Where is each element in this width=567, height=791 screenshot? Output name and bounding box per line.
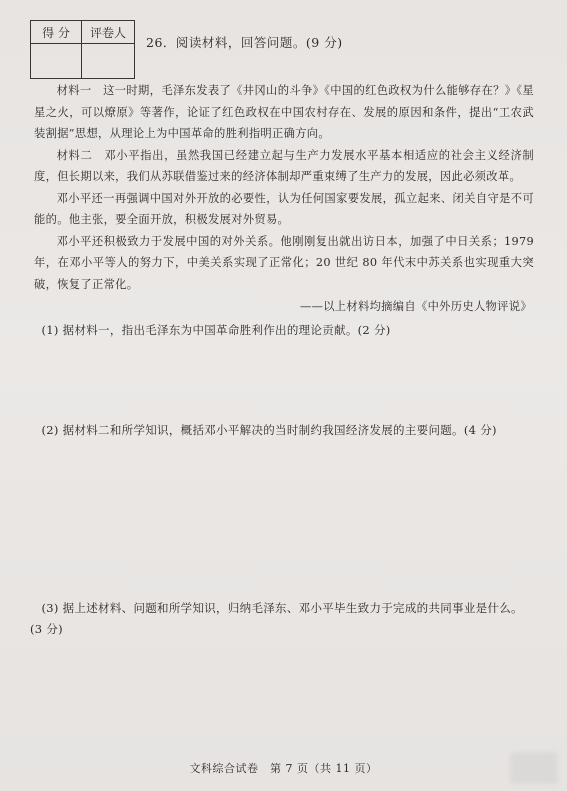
score-header: 得 分 <box>31 21 82 44</box>
material-2-cont-2: 邓小平还积极致力于发展中国的对外关系。他刚刚复出就出访日本，加强了中日关系；1979 年，在邓小平等人的努力下，中美关系实现了正常化；20 世纪 80 年代末中苏关系也实现重大突破，恢复了正常化。 <box>34 234 534 291</box>
material-2: 材料二 邓小平指出，虽然我国已经建立起与生产力发展水平基本相适应的社会主义经济制度，但长期以来，我们从苏联借鉴过来的经济体制却严重束缚了生产力的发展，因此必须改革。 <box>34 148 534 183</box>
page-footer: 文科综合试卷 第 7 页（共 11 页） <box>189 762 378 775</box>
score-cell <box>31 44 82 79</box>
material-1: 材料一 这一时期，毛泽东发表了《井冈山的斗争》《中国的红色政权为什么能够存在？》《星星之火，可以燎原》等著作，论证了红色政权在中国农村存在、发展的原因和条件，提出“工农武装割据”思想，从理论上为中国革命的胜利指明正确方向。 <box>34 84 534 140</box>
sub-question-2-text: (2) 据材料二和所学知识，概括邓小平解决的当时制约我国经济发展的主要问题。(4 分) <box>41 423 497 437</box>
sub-question-1 <box>30 320 535 341</box>
material-2-cont-1: 邓小平还一再强调中国对外开放的必要性，认为任何国家要发展，孤立起来、闭关自守是不可能的。他主张，要全面开放，积极发展对外贸易。 <box>34 191 534 226</box>
sub-question-1-text: (1) 据材料一，指出毛泽东为中国革命胜利作出的理论贡献。(2 分) <box>41 323 391 337</box>
score-table <box>30 20 135 79</box>
materials-block <box>34 80 534 295</box>
sub-question-3 <box>30 598 535 640</box>
material-source: ——以上材料均摘编自《中外历史人物评说》 <box>300 300 532 313</box>
grader-header: 评卷人 <box>82 21 135 44</box>
question-title: 26．阅读材料，回答问题。(9 分) <box>146 35 343 50</box>
sub-question-3-text: (3) 据上述材料、问题和所学知识，归纳毛泽东、邓小平毕生致力于完成的共同事业是什么。(3 分) <box>30 601 523 636</box>
grader-cell <box>82 44 135 79</box>
redaction-blur <box>510 752 558 784</box>
sub-question-2 <box>30 420 535 441</box>
